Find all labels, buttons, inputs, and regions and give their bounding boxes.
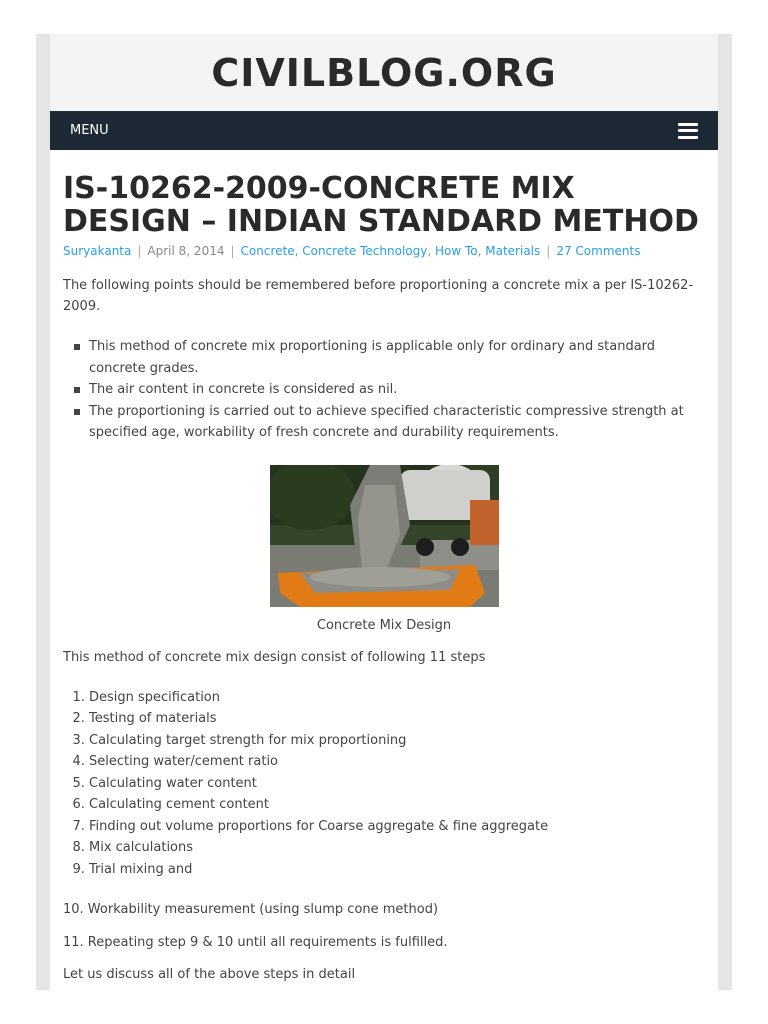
article-title: IS-10262-2009-CONCRETE MIX DESIGN – INDIAN STANDARD METHOD [63,171,699,239]
list-item: 7. Finding out volume proportions for Coarse aggregate & fine aggregate [89,816,705,838]
meta-separator: | [230,244,235,258]
article [50,150,718,985]
category-link-concrete-technology[interactable]: Concrete Technology [302,244,428,258]
steps-intro: This method of concrete mix design consist of following 11 steps [63,649,486,665]
hamburger-bar [678,129,698,132]
category-link-concrete[interactable]: Concrete [240,244,295,258]
list-item: 1. Design specification [89,687,705,709]
author-link[interactable]: Suryakanta [63,244,132,258]
list-item: The air content in concrete is considered as nil. [89,379,705,401]
intro-paragraph: The following points should be remembered before proportioning a concrete mix a per IS-10262-2009. [63,278,694,314]
step-10-paragraph: 10. Workability measurement (using slump cone method) [63,902,439,917]
step-11-paragraph: 11. Repeating step 9 & 10 until all requirements is fulfilled. [63,935,448,950]
post-date: April 8, 2014 [147,244,225,258]
image-caption: Concrete Mix Design [316,617,452,633]
list-item: 2. Testing of materials [89,708,705,730]
article-meta: Suryakanta | April 8, 2014 | Concrete, Concrete Technology, How To, Materials | 27 Comments [63,244,641,258]
meta-separator: | [137,244,142,258]
main-nav [50,111,718,150]
list-item: 9. Trial mixing and [89,859,705,881]
concrete-pour-image [270,465,499,607]
list-item: 8. Mix calculations [89,837,705,859]
article-figure [63,465,705,633]
hamburger-bar [678,123,698,126]
category-link-materials[interactable]: Materials [485,244,541,258]
category-link-how-to[interactable]: How To [434,244,478,258]
page-container [50,34,718,990]
list-item: This method of concrete mix proportioning is applicable only for ordinary and standard concrete grades. [89,336,705,379]
comments-link[interactable]: 27 Comments [556,244,641,258]
hamburger-icon[interactable] [678,123,698,139]
list-item: 6. Calculating cement content [89,794,705,816]
hamburger-bar [678,136,698,139]
meta-separator: | [546,244,551,258]
site-title-link[interactable]: CIVILBLOG.ORG [211,50,557,95]
list-item: 4. Selecting water/cement ratio [89,751,705,773]
list-item: The proportioning is carried out to achieve specified characteristic compressive strength at specified age, workability of fresh concrete and durability requirements. [89,401,705,444]
list-item: 3. Calculating target strength for mix proportioning [89,730,705,752]
menu-label[interactable]: MENU [70,123,109,138]
closing-paragraph: Let us discuss all of the above steps in detail [63,967,356,982]
list-item: 5. Calculating water content [89,773,705,795]
site-header [50,34,718,111]
page-frame [36,34,732,990]
guidelines-list [63,336,705,444]
steps-list [63,687,705,881]
